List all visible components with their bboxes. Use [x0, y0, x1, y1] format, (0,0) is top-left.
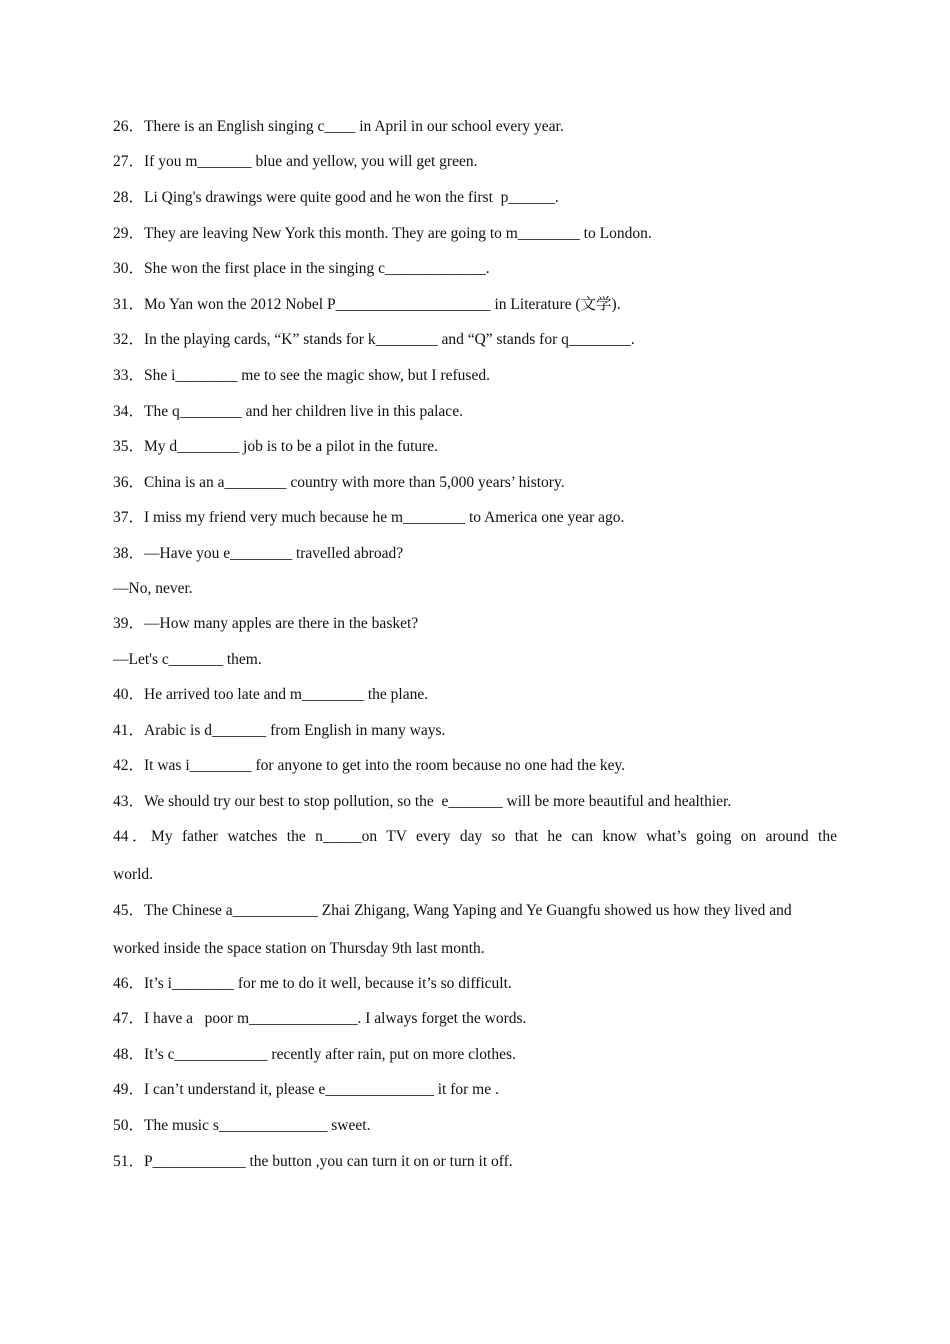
question-50: 50．The music s______________ sweet.: [113, 1117, 371, 1134]
question-40: 40．He arrived too late and m________ the plane.: [113, 686, 429, 703]
question-42: 42．It was i________ for anyone to get into the room because no one had the key.: [113, 757, 626, 774]
question-30: 30．She won the first place in the singing c_____________.: [113, 260, 490, 277]
question-51: 51．P____________ the button ,you can turn it on or turn it off.: [113, 1153, 513, 1170]
question-45: 45．The Chinese a___________ Zhai Zhigang, Wang Yaping and Ye Guangfu showed us how they lived and: [113, 902, 792, 919]
question-37: 37．I miss my friend very much because he m________ to America one year ago.: [113, 509, 625, 526]
question-26: 26．There is an English singing c____ in April in our school every year.: [113, 118, 564, 135]
question-27: 27．If you m_______ blue and yellow, you will get green.: [113, 153, 478, 170]
question-34: 34．The q________ and her children live in this palace.: [113, 403, 463, 420]
question-44-continued: world.: [113, 866, 154, 883]
question-33: 33．She i________ me to see the magic show, but I refused.: [113, 367, 490, 384]
question-49: 49．I can’t understand it, please e______________ it for me .: [113, 1081, 499, 1098]
answer-38: —No, never.: [113, 580, 193, 597]
question-41: 41．Arabic is d_______ from English in many ways.: [113, 722, 446, 739]
question-44: 44．My father watches the n_____on TV every day so that he can know what’s going on around the: [113, 828, 837, 845]
question-31: 31．Mo Yan won the 2012 Nobel P____________________ in Literature (文学).: [113, 296, 621, 313]
question-28: 28．Li Qing's drawings were quite good and he won the first p______.: [113, 189, 559, 206]
question-48: 48．It’s c____________ recently after rain, put on more clothes.: [113, 1046, 516, 1063]
question-39: 39．—How many apples are there in the basket?: [113, 615, 419, 632]
question-32: 32．In the playing cards, “K” stands for k________ and “Q” stands for q________.: [113, 331, 635, 348]
question-29: 29．They are leaving New York this month. They are going to m________ to London.: [113, 225, 652, 242]
question-47: 47．I have a poor m______________. I always forget the words.: [113, 1010, 527, 1027]
question-45-continued: worked inside the space station on Thursday 9th last month.: [113, 940, 485, 957]
question-38: 38．—Have you e________ travelled abroad?: [113, 545, 404, 562]
question-36: 36．China is an a________ country with more than 5,000 years’ history.: [113, 474, 565, 491]
question-43: 43．We should try our best to stop pollution, so the e_______ will be more beautiful and healthier.: [113, 793, 732, 810]
question-46: 46．It’s i________ for me to do it well, because it’s so difficult.: [113, 975, 512, 992]
question-35: 35．My d________ job is to be a pilot in the future.: [113, 438, 439, 455]
answer-39: —Let's c_______ them.: [113, 651, 262, 668]
